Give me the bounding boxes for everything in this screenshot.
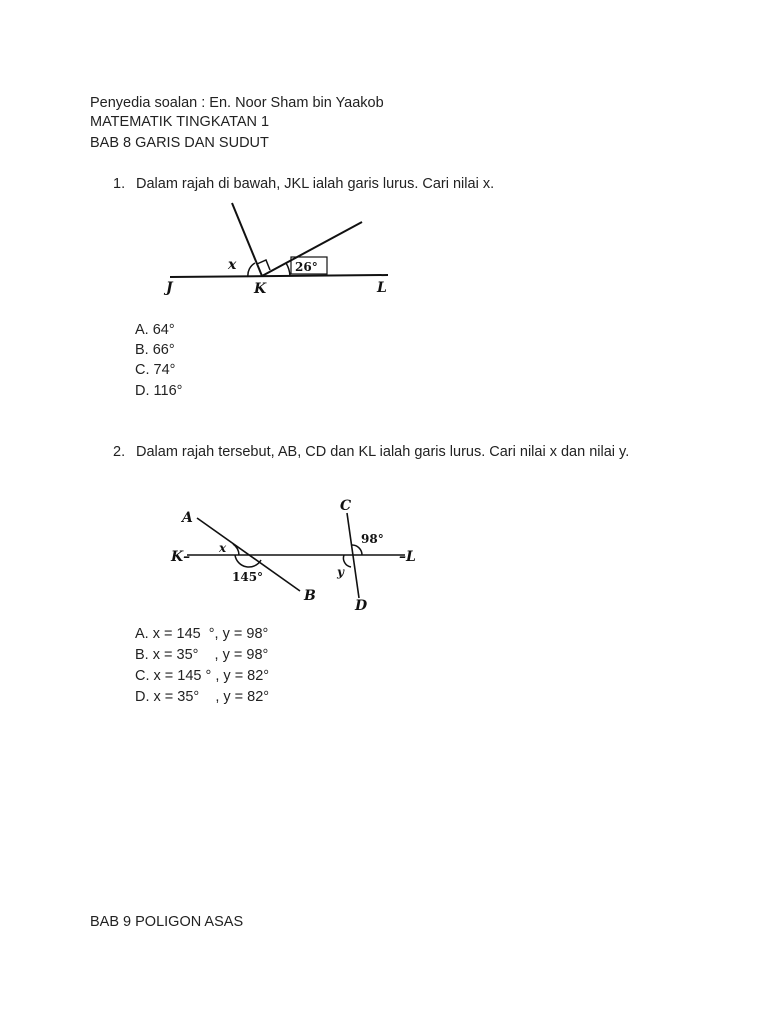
label-J: J <box>166 280 173 296</box>
subject-line: MATEMATIK TINGKATAN 1 <box>90 114 270 130</box>
label-x: x <box>228 257 237 273</box>
label-D: D <box>355 598 368 614</box>
label-K: K– <box>171 549 191 565</box>
label-K: K <box>254 281 267 297</box>
question-2-option-a: A. x = 145 °, y = 98° <box>135 626 269 642</box>
label-145-degrees: 145° <box>232 570 264 584</box>
question-1-option-a: A. 64° <box>135 322 175 338</box>
label-C: C <box>340 498 352 514</box>
question-1-option-d: D. 116° <box>135 383 183 399</box>
author-line: Penyedia soalan : En. Noor Sham bin Yaakob <box>90 95 384 111</box>
question-1-text: Dalam rajah di bawah, JKL ialah garis lurus. Cari nilai x. <box>136 176 495 192</box>
label-A: A <box>182 510 193 526</box>
question-1-diagram <box>160 195 400 305</box>
chapter-title: BAB 8 GARIS DAN SUDUT <box>90 135 269 151</box>
label-26-degrees: 26° <box>295 260 318 274</box>
question-2-option-d: D. x = 35° , y = 82° <box>135 689 270 705</box>
label-L: L <box>377 280 387 296</box>
question-1-number: 1. <box>113 176 126 192</box>
label-B: B <box>304 588 316 604</box>
next-chapter-title: BAB 9 POLIGON ASAS <box>90 914 244 930</box>
question-2-text: Dalam rajah tersebut, AB, CD dan KL ialah garis lurus. Cari nilai x dan nilai y. <box>136 444 630 460</box>
question-2-diagram <box>165 490 430 618</box>
question-1-option-c: C. 74° <box>135 362 176 378</box>
question-1-option-b: B. 66° <box>135 342 175 358</box>
question-2-number: 2. <box>113 444 126 460</box>
label-98-degrees: 98° <box>361 532 384 546</box>
label-L: –L <box>399 549 416 565</box>
question-2-option-c: C. x = 145 ° , y = 82° <box>135 668 270 684</box>
question-2-option-b: B. x = 35° , y = 98° <box>135 647 269 663</box>
label-y: y <box>337 565 344 579</box>
label-x: x <box>219 541 227 555</box>
